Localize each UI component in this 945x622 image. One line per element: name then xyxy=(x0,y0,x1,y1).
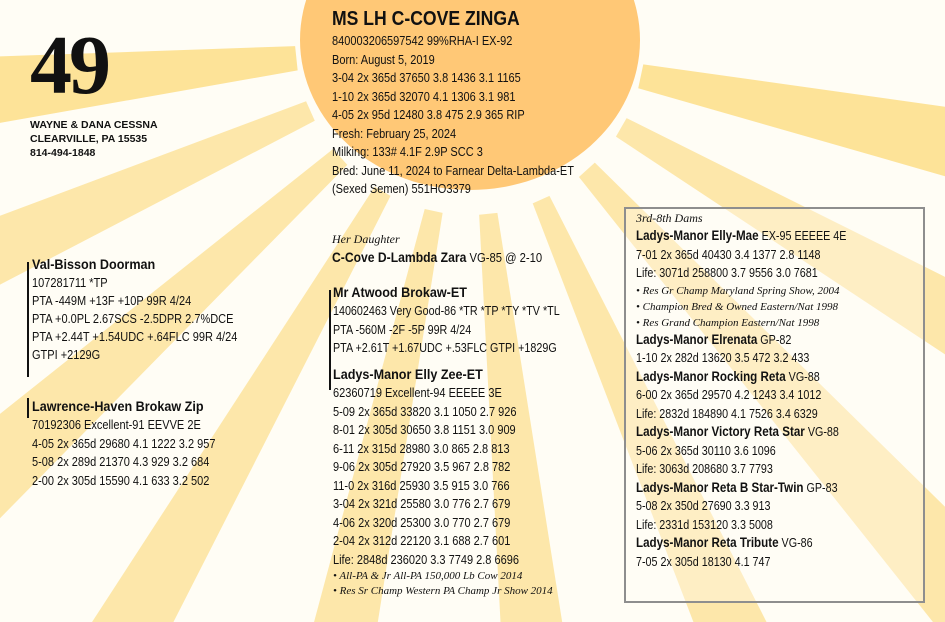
ancestor-dam-record: 1-10 2x 282d 13620 3.5 472 3.2 433 xyxy=(636,351,810,365)
ancestor-dam-award: • Champion Bred & Owned Eastern/Nat 1998 xyxy=(636,300,839,313)
dams-list xyxy=(636,227,881,571)
sire-dam-details xyxy=(32,416,241,490)
dam-record-line: 6-11 2x 315d 28980 3.0 865 2.8 813 xyxy=(333,441,510,456)
main-animal-block xyxy=(332,8,607,199)
ancestor-dam-record: 7-05 2x 305d 18130 4.1 747 xyxy=(636,554,771,569)
dam-name: Ladys-Manor Elly Zee-ET xyxy=(333,366,483,382)
ancestor-dam-name: Ladys-Manor Elly-Mae xyxy=(636,228,759,243)
ancestor-dam-score: VG-86 xyxy=(778,536,813,550)
daughter-name: C-Cove D-Lambda Zara xyxy=(332,250,467,265)
animal-detail-line: Born: August 5, 2019 xyxy=(332,52,435,67)
animal-detail-line: Milking: 133# 4.1F 2.9P SCC 3 xyxy=(332,145,483,159)
ancestor-dam-record: 7-01 2x 365d 40430 3.4 1377 2.8 1148 xyxy=(636,247,821,262)
dam-bar xyxy=(329,368,331,390)
sire-detail-line: GTPI +2129G xyxy=(32,348,101,362)
sire-dam-record-line: 5-08 2x 289d 21370 4.3 929 3.2 684 xyxy=(32,455,210,469)
ancestor-dam-record: 5-06 2x 365d 30110 3.6 1096 xyxy=(636,443,776,458)
dam-records xyxy=(333,384,553,569)
lot-number: 49 xyxy=(30,19,108,112)
dam-record-line: 11-0 2x 316d 25930 3.5 915 3.0 766 xyxy=(333,478,510,493)
ancestor-dam-name: Ladys-Manor Rocking Reta xyxy=(636,368,786,384)
ancestor-dam-score: EX-95 EEEEE 4E xyxy=(758,229,847,243)
animal-detail-line: Bred: June 11, 2024 to Farnear Delta-Lambda-ET xyxy=(332,163,574,178)
consignor-city: CLEARVILLE, PA 15535 xyxy=(30,133,148,145)
consignor-block xyxy=(30,118,158,160)
ancestor-dam-name: Ladys-Manor Reta Tribute xyxy=(636,535,779,550)
ancestor-dam-award: • Res Gr Champ Maryland Spring Show, 2004 xyxy=(636,284,840,297)
ancestor-dam-award: • Res Grand Champion Eastern/Nat 1998 xyxy=(636,316,820,329)
animal-detail-line: 840003206597542 99%RHA-I EX-92 xyxy=(332,34,513,48)
ancestor-dam-score: GP-82 xyxy=(757,332,792,347)
ancestor-dam-heading xyxy=(636,331,881,350)
daughter-label: Her Daughter xyxy=(332,232,400,246)
ancestor-dam-name: Ladys-Manor Elrenata xyxy=(636,331,758,347)
dam-record-line: 2-04 2x 312d 22120 3.1 688 2.7 601 xyxy=(333,534,511,548)
ancestor-dam-score: GP-83 xyxy=(803,480,838,495)
ancestor-dam-heading xyxy=(636,534,881,553)
dam-record-line: 9-06 2x 305d 27920 3.5 967 2.8 782 xyxy=(333,460,511,474)
animal-detail-line: 3-04 2x 365d 37650 3.8 1436 3.1 1165 xyxy=(332,71,521,85)
animal-detail-line: 4-05 2x 95d 12480 3.8 475 2.9 365 RIP xyxy=(332,108,525,122)
dam-record-line: 62360719 Excellent-94 EEEEE 3E xyxy=(333,386,502,400)
ancestor-dam-name: Ladys-Manor Victory Reta Star xyxy=(636,424,805,439)
sire-dam-record-line: 70192306 Excellent-91 EEVVE 2E xyxy=(32,418,201,432)
mgs-detail-line: PTA +2.61T +1.67UDC +.53FLC GTPI +1829G xyxy=(333,341,557,355)
mgs-name: Mr Atwood Brokaw-ET xyxy=(333,284,467,300)
ancestor-dam-heading xyxy=(636,368,881,387)
animal-details xyxy=(332,32,607,199)
ancestor-dam-heading xyxy=(636,479,881,498)
consignor-name: WAYNE & DANA CESSNA xyxy=(30,119,158,131)
animal-name: MS LH C-COVE ZINGA xyxy=(332,8,520,30)
sire-block xyxy=(32,256,265,364)
daughter-block xyxy=(332,232,566,268)
dam-record-line: 8-01 2x 305d 30650 3.8 1151 3.0 909 xyxy=(333,423,516,437)
ancestor-dam-score: VG-88 xyxy=(785,369,820,384)
dam-block xyxy=(333,366,553,599)
dam-record-line: 3-04 2x 321d 25580 3.0 776 2.7 679 xyxy=(333,497,511,511)
sire-detail-line: PTA -449M +13F +10P 99R 4/24 xyxy=(32,294,192,308)
ancestor-dam-record: 6-00 2x 365d 29570 4.2 1243 3.4 1012 xyxy=(636,388,822,402)
sire-dam-block xyxy=(32,398,241,490)
sire-bar xyxy=(27,262,29,377)
ancestor-dam-record: Life: 2832d 184890 4.1 7526 3.4 6329 xyxy=(636,406,818,421)
sire-dam-record-line: 4-05 2x 365d 29680 4.1 1222 3.2 957 xyxy=(32,436,216,451)
sire-dam-bar xyxy=(27,398,29,418)
sire-dam-name: Lawrence-Haven Brokaw Zip xyxy=(32,398,204,414)
mgs-bar xyxy=(329,290,331,378)
dams-block xyxy=(636,211,881,571)
animal-detail-line: Fresh: February 25, 2024 xyxy=(332,126,457,141)
mgs-details xyxy=(333,302,597,358)
ancestor-dam-name: Ladys-Manor Reta B Star-Twin xyxy=(636,479,804,495)
dam-record-line: Life: 2848d 236020 3.3 7749 2.8 6696 xyxy=(333,552,519,567)
sire-detail-line: 107281711 *TP xyxy=(32,276,108,290)
ancestor-dam-record: Life: 3063d 208680 3.7 7793 xyxy=(636,462,773,476)
ancestor-dam-record: 5-08 2x 350d 27690 3.3 913 xyxy=(636,499,771,513)
mgs-block xyxy=(333,284,597,358)
dam-record-line: 5-09 2x 365d 33820 3.1 1050 2.7 926 xyxy=(333,404,517,419)
sire-detail-line: PTA +0.0PL 2.67SCS -2.5DPR 2.7%DCE xyxy=(32,312,234,326)
daughter-score: VG-85 @ 2-10 xyxy=(466,251,543,265)
sire-name: Val-Bisson Doorman xyxy=(32,256,156,272)
animal-detail-line: (Sexed Semen) 551HO3379 xyxy=(332,182,471,196)
mgs-detail-line: PTA -560M -2F -5P 99R 4/24 xyxy=(333,322,472,337)
dam-award-line: • All-PA & Jr All-PA 150,000 Lb Cow 2014 xyxy=(333,570,523,582)
ancestor-dam-record: Life: 3071d 258800 3.7 9556 3.0 7681 xyxy=(636,266,818,280)
ancestor-dam-record: Life: 2331d 153120 3.3 5008 xyxy=(636,517,773,532)
dam-record-line: 4-06 2x 320d 25300 3.0 770 2.7 679 xyxy=(333,515,511,530)
dam-award-line: • Res Sr Champ Western PA Champ Jr Show 2014 xyxy=(333,585,553,597)
ancestor-dam-heading xyxy=(636,227,881,246)
daughter-line xyxy=(332,249,566,268)
ancestor-dam-heading xyxy=(636,423,881,442)
animal-detail-line: 1-10 2x 365d 32070 4.1 1306 3.1 981 xyxy=(332,89,516,104)
dam-awards xyxy=(333,569,553,599)
consignor-phone: 814-494-1848 xyxy=(30,147,96,159)
sire-details xyxy=(32,274,265,364)
sire-detail-line: PTA +2.44T +1.54UDC +.64FLC 99R 4/24 xyxy=(32,330,238,344)
dams-title: 3rd-8th Dams xyxy=(636,211,703,225)
mgs-detail-line: 140602463 Very Good-86 *TR *TP *TY *TV *TL xyxy=(333,304,560,318)
ancestor-dam-score: VG-88 xyxy=(804,425,839,439)
sire-dam-record-line: 2-00 2x 305d 15590 4.1 633 3.2 502 xyxy=(32,473,210,488)
